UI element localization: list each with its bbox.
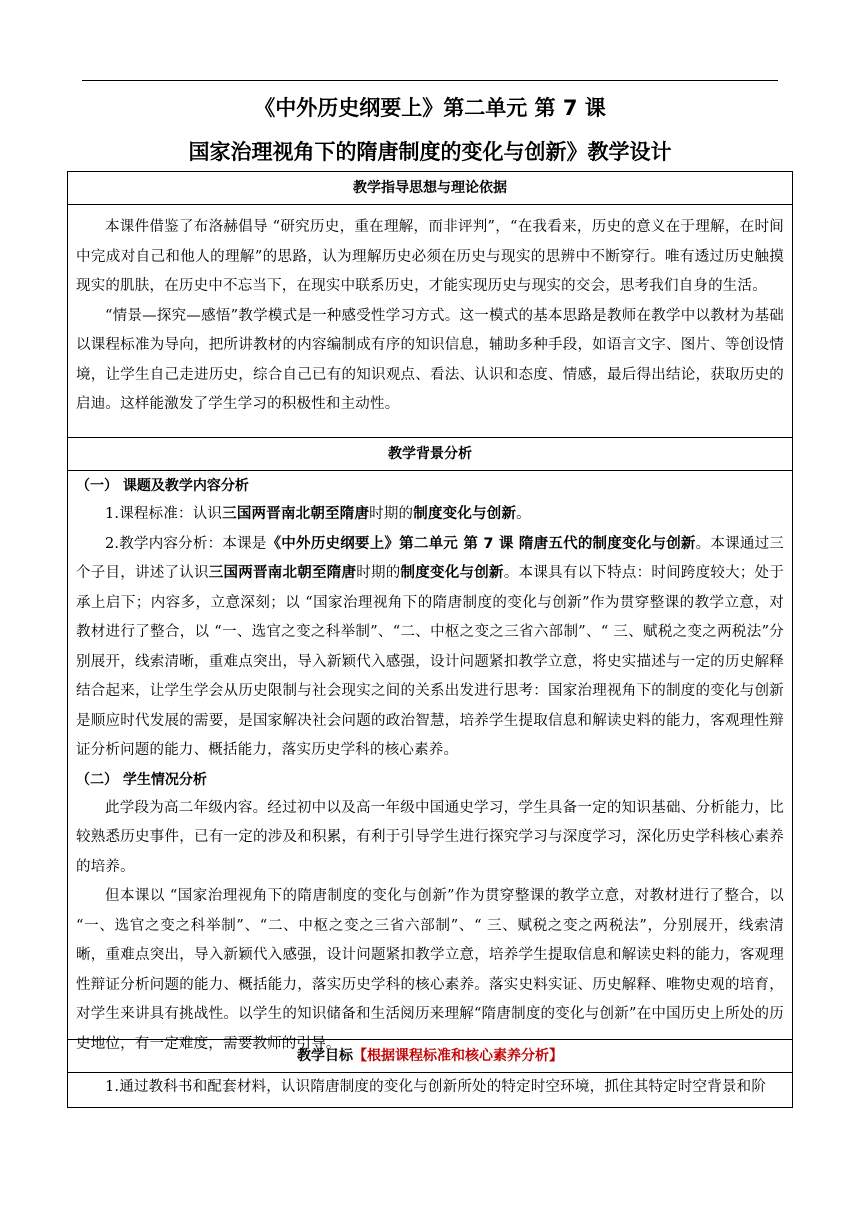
section-header-background: 教学背景分析	[68, 438, 792, 471]
student-analysis-paragraph-2: 但本课以 “国家治理视角下的隋唐制度的变化与创新”作为贯穿整课的教学立意，对教材进行了整合，以 “一、选官之变之科举制”、“二、中枢之变之三省六部制”、“ 三、赋税之变之两税法”，分别展开，线索清晰，重难点突出，导入新颖代入感强，设计问题紧扣教学立意，培养学生提取信息和解读史料的能力，客观理性辩证分析问题的能力、概括能力，落实历史学科的核心素养。落实史料实证、历史解释、唯物史观的培育，对学生来讲具有挑战性。以学生的知识储备和生活阅历来理解“隋唐制度的变化与创新”在中国历史上所处的历史地位，有一定难度，需要教师的引导。	[76, 888, 784, 1052]
student-analysis-paragraph-1: 此学段为高二年级内容。经过初中以及高一年级中国通史学习，学生具备一定的知识基础、分析能力，比较熟悉历史事件，已有一定的涉及和积累，有利于引导学生进行探究学习与深度学习，深化历史学科核心素养的培养。	[76, 799, 784, 875]
content-analysis-item: 2.教学内容分析：本课是《中外历史纲要上》第二单元 第 7 课 隋唐五代的制度变化与创新。本课通过三个子目，讲述了认识三国两晋南北朝至隋唐时期的制度变化与创新。本课具有以下特点：时间跨度较大；处于承上启下；内容多，立意深刻；以 “国家治理视角下的隋唐制度的变化与创新”作为贯穿整课的教学立意，对教材进行了整合，以 “一、选官之变之科举制”、“二、中枢之变之三省六部制”、“ 三、赋税之变之两税法”分别展开，线索清晰，重难点突出，导入新颖代入感强，设计问题紧扣教学立意，将史实描述与一定的历史解释结合起来，让学生学会从历史限制与社会现实之间的关系出发进行思考：国家治理视角下的制度的变化与创新是顺应时代发展的需要，是国家解决社会问题的政治智慧，培养学生提取信息和解读史料的能力，客观理性辩证分析问题的能力、概括能力，落实历史学科的核心素养。	[76, 535, 785, 758]
subheading-content-analysis: （一） 课题及教学内容分析	[76, 478, 249, 494]
section-header-guiding-theory: 教学指导思想与理论依据	[68, 172, 792, 205]
objective-item-1: 1.通过教科书和配套材料，认识隋唐制度的变化与创新所处的特定时空环境，抓住其特定时空背景和阶	[105, 1079, 767, 1095]
header-rule	[82, 80, 778, 81]
lesson-plan-table	[67, 171, 793, 1108]
background-cell	[68, 471, 792, 1052]
guiding-theory-paragraph-2: “情景—探究—感悟”教学模式是一种感受性学习方式。这一模式的基本思路是教师在教学中以教材为基础以课程标准为导向，把所讲教材的内容编制成有序的知识信息，辅助多种手段，如语言文字、图片、等创设情境，让学生自己走进历史，综合自己已有的知识观点、看法、认识和态度、情感，最后得出结论，获取历史的启迪。这样能激发了学生学习的积极性和主动性。	[76, 307, 784, 412]
doc-title-line1: 《中外历史纲要上》第二单元 第 7 课	[254, 96, 606, 120]
objectives-cell	[68, 1073, 792, 1108]
guiding-theory-paragraph-1: 本课件借鉴了布洛赫倡导 “研究历史，重在理解，而非评判”，“在我看来，历史的意义在于理解，在时间中完成对自己和他人的理解”的思路，认为理解历史必须在历史与现实的思辨中不断穿行。唯有透过历史触摸现实的肌肤，在历史中不忘当下，在现实中联系历史，才能实现历史与现实的交会，思考我们自身的生活。	[76, 219, 784, 294]
section-header-objectives: 教学目标【根据课程标准和核心素养分析】	[68, 1040, 792, 1073]
guiding-theory-cell	[68, 205, 792, 438]
subheading-student-analysis: （二） 学生情况分析	[76, 771, 207, 788]
curriculum-standard-item: 1.课程标准：认识三国两晋南北朝至隋唐时期的制度变化与创新。	[105, 506, 531, 522]
doc-title-line2: 国家治理视角下的隋唐制度的变化与创新》教学设计	[188, 140, 672, 164]
objectives-note: 【根据课程标准和核心素养分析】	[353, 1048, 563, 1064]
